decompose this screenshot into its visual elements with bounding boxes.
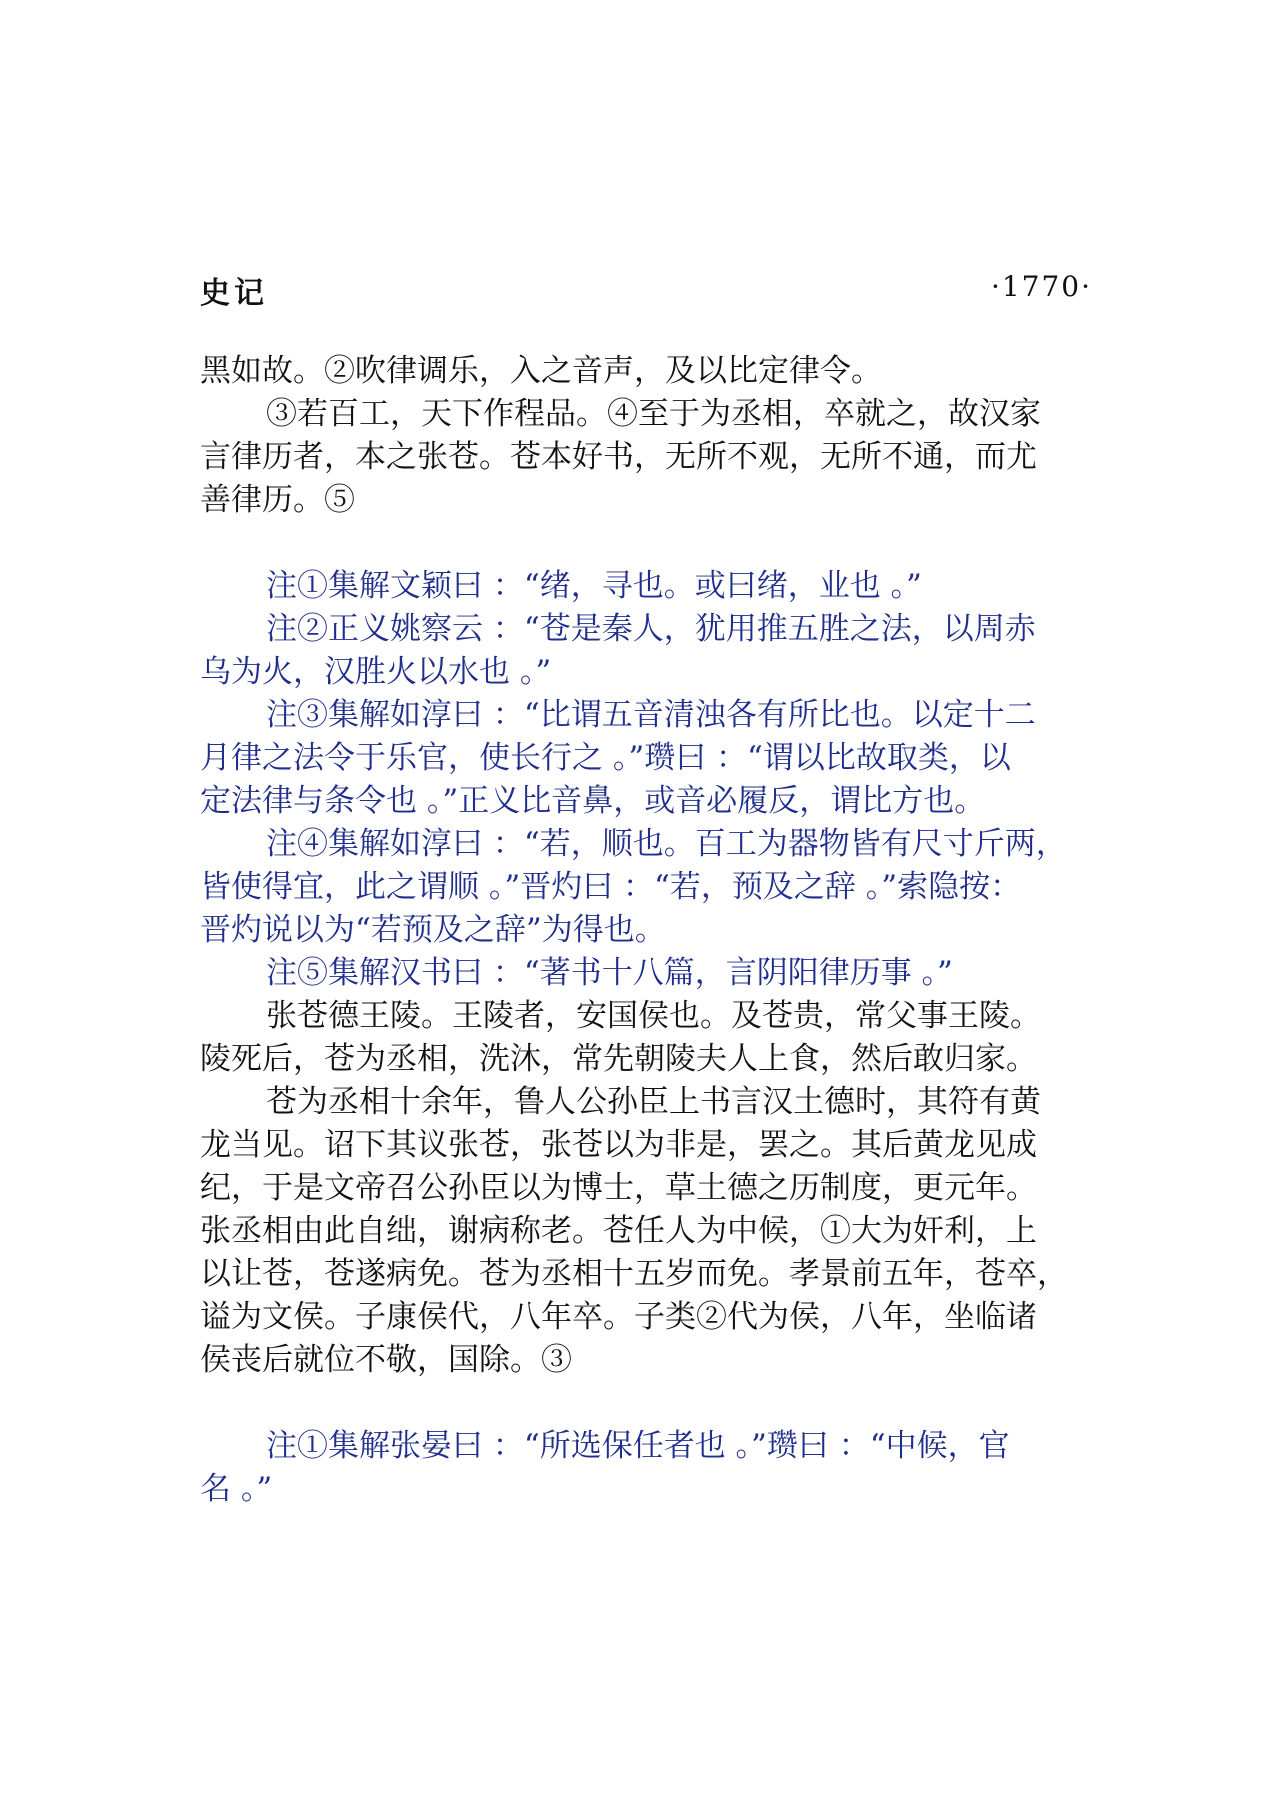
text-line: 言律历者，本之张苍。苍本好书，无所不观，无所不通，而尤: [200, 439, 1037, 475]
note-line: 注③集解如淳曰 ：“比谓五音清浊各有所比也。以定十二: [266, 697, 1036, 733]
book-title: 史记: [200, 276, 268, 311]
note-line: 名 。”: [200, 1471, 273, 1507]
text-line: 龙当见。诏下其议张苍，张苍以为非是，罢之。其后黄龙见成: [200, 1127, 1037, 1163]
page-header: [200, 268, 1092, 311]
text-line: 张丞相由此自绌，谢病称老。苍任人为中候，①大为奸利，上: [200, 1213, 1037, 1249]
note-line: 注②正义姚察云 ：“苍是秦人，犹用推五胜之法，以周赤: [266, 611, 1036, 647]
text-line: 以让苍，苍遂病免。苍为丞相十五岁而免。孝景前五年，苍卒，: [200, 1256, 1068, 1292]
text-line: 黑如故。②吹律调乐，入之音声，及以比定律令。: [200, 353, 882, 389]
footnote: [200, 952, 1092, 995]
text-line: 纪，于是文帝召公孙臣以为博士，草土德之历制度，更元年。: [200, 1170, 1037, 1206]
footnote: [200, 565, 1092, 608]
footnote: [200, 1425, 1092, 1511]
text-line: 张苍德王陵。王陵者，安国侯也。及苍贵，常父事王陵。: [266, 998, 1041, 1034]
text-line: 善律历。⑤: [200, 482, 355, 518]
note-line: 注⑤集解汉书曰 ：“著书十八篇，言阴阳律历事 。”: [266, 955, 953, 991]
text-line: 侯丧后就位不敬，国除。③: [200, 1342, 572, 1378]
text-line: 陵死后，苍为丞相，洗沐，常先朝陵夫人上食，然后敢归家。: [200, 1041, 1037, 1077]
text-line: 谥为文侯。子康侯代，八年卒。子类②代为侯，八年，坐临诸: [200, 1299, 1037, 1335]
text-line: ③若百工，天下作程品。④至于为丞相，卒就之，故汉家: [266, 396, 1041, 432]
section-gap: [200, 1382, 1092, 1425]
page-body: [200, 350, 1092, 1511]
note-line: 注①集解文颖曰 ：“绪，寻也。或曰绪，业也 。”: [266, 568, 922, 604]
note-line: 注④集解如淳曰 ：“若，顺也。百工为器物皆有尺寸斤两，: [266, 826, 1067, 862]
page-number: ·1770·: [990, 270, 1092, 303]
note-line: 晋灼说以为“若预及之辞”为得也。: [200, 912, 666, 948]
footnote: [200, 694, 1092, 823]
body-paragraph: [200, 350, 1092, 522]
note-line: 定法律与条令也 。”正义比音鼻，或音必履反，谓比方也。: [200, 783, 986, 819]
note-line: 皆使得宜，此之谓顺 。”晋灼曰 ：“若，预及之辞 。”索隐按：: [200, 869, 1022, 905]
text-line: 苍为丞相十余年，鲁人公孙臣上书言汉土德时，其符有黄: [266, 1084, 1041, 1120]
section-gap: [200, 522, 1092, 565]
note-line: 月律之法令于乐官，使长行之 。”瓒曰 ：“谓以比故取类，以: [200, 740, 1011, 776]
footnote: [200, 823, 1092, 952]
body-paragraph: [200, 1081, 1092, 1382]
body-paragraph: [200, 995, 1092, 1081]
footnote: [200, 608, 1092, 694]
note-line: 乌为火，汉胜火以水也 。”: [200, 654, 552, 690]
note-line: 注①集解张晏曰 ：“所选保任者也 。”瓒曰 ：“中候，官: [266, 1428, 1010, 1464]
